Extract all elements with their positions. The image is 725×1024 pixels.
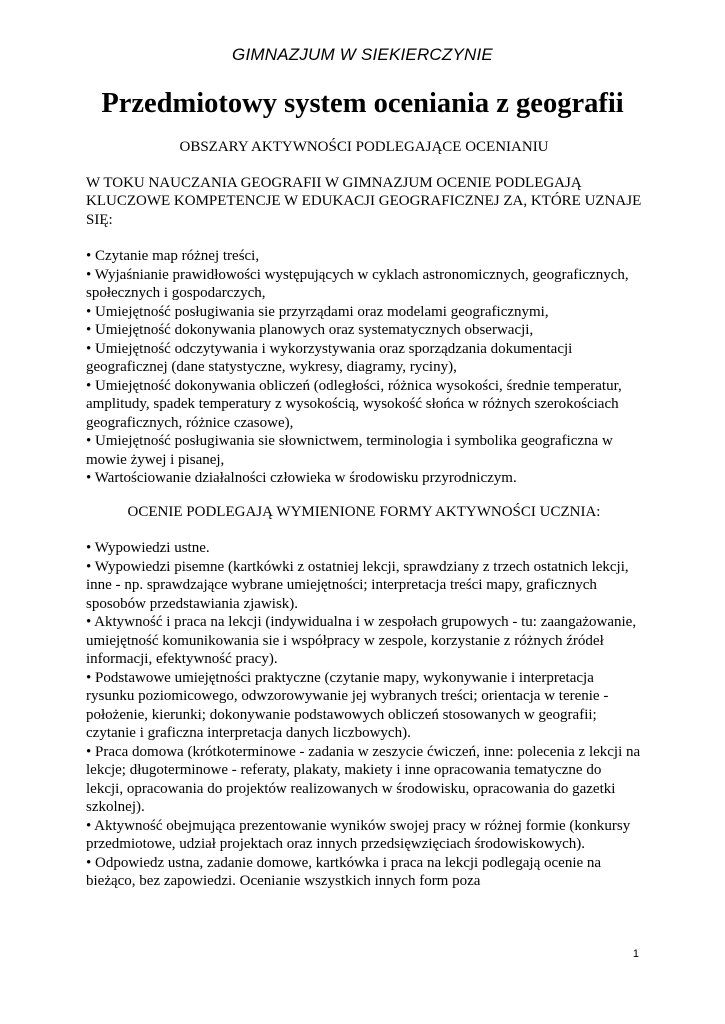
school-name: GIMNAZJUM W SIEKIERCZYNIE <box>232 45 493 64</box>
section-heading-assessed-forms: OCENIE PODLEGAJĄ WYMIENIONE FORMY AKTYWNOŚCI UCZNIA: <box>127 503 601 520</box>
list-item: • Umiejętność dokonywania obliczeń (odległości, różnica wysokości, średnie temperatur, amplitudy, spadek temperatury z wysokością, wysokość słońca w różnych szerokościach geograficznych, różnice czasowe), <box>86 377 622 431</box>
document-title: Przedmiotowy system oceniania z geografii <box>101 88 624 119</box>
activity-forms-list <box>86 539 642 891</box>
competencies-list <box>86 247 642 488</box>
list-item: • Umiejętność odczytywania i wykorzystywania oraz sporządzania dokumentacji geograficznej (dane statystyczne, wykresy, diagramy, ryciny), <box>86 340 573 375</box>
list-item: • Odpowiedz ustna, zadanie domowe, kartkówka i praca na lekcji podlegają ocenie na bieżąco, bez zapowiedzi. Ocenianie wszystkich innych form poza <box>86 854 602 889</box>
list-item: • Umiejętność posługiwania sie przyrządami oraz modelami geograficznymi, <box>86 303 549 320</box>
intro-paragraph: W TOKU NAUCZANIA GEOGRAFII W GIMNAZJUM OCENIE PODLEGAJĄ KLUCZOWE KOMPETENCJE W EDUKACJI GEOGRAFICZNEJ ZA, KTÓRE UZNAJE SIĘ: <box>86 174 642 228</box>
list-item: • Aktywność i praca na lekcji (indywidualna i w zespołach grupowych - tu: zaangażowanie, umiejętność komunikowania sie i współpracy w zespole, korzystanie z różnych źródeł informacji, efektywność pracy). <box>86 614 637 667</box>
list-item: • Wypowiedzi ustne. <box>86 540 210 556</box>
list-item: • Czytanie map różnej treści, <box>86 248 260 264</box>
page-number: 1 <box>632 948 639 960</box>
list-item: • Praca domowa (krótkoterminowe - zadania w zeszycie ćwiczeń, inne: polecenia z lekcji na lekcje; długoterminowe - referaty, plakaty, makiety i inne opracowania tematyczne do lekcji, opracowania do projektów realizowanych w środowisku, opracowania do gazetki szkolnej). <box>86 743 641 815</box>
list-item: • Umiejętność posługiwania sie słownictwem, terminologia i symbolika geograficzna w mowie żywej i pisanej, <box>86 433 613 468</box>
list-item: • Wypowiedzi pisemne (kartkówki z ostatniej lekcji, sprawdziany z trzech ostatnich lekcji, inne - np. sprawdzające wybrane umiejętności; interpretacja treści mapy, graficznych sposobów przedstawiania zjawisk). <box>86 558 629 612</box>
document-body <box>86 138 642 891</box>
list-item: • Aktywność obejmująca prezentowanie wyników swojej pracy w różnej formie (konkursy przedmiotowe, udział projektach oraz innych przedsięwzięciach środowiskowych). <box>86 817 631 852</box>
list-item: • Podstawowe umiejętności praktyczne (czytanie mapy, wykonywanie i interpretacja rysunku poziomicowego, odwzorowywanie jej wybranych treści; orientacja w terenie - położenie, kierunki; dokonywanie podstawowych obliczeń stosowanych w geografii; czytanie i graficzna interpretacja danych liczbowych). <box>86 669 609 741</box>
section-heading-activity-areas: OBSZARY AKTYWNOŚCI PODLEGAJĄCE OCENIANIU <box>179 139 549 155</box>
list-item: • Umiejętność dokonywania planowych oraz systematycznych obserwacji, <box>86 322 534 338</box>
list-item: • Wartościowanie działalności człowieka w środowisku przyrodniczym. <box>86 470 517 486</box>
list-item: • Wyjaśnianie prawidłowości występujących w cyklach astronomicznych, geograficznych, społecznych i gospodarczych, <box>86 266 629 301</box>
